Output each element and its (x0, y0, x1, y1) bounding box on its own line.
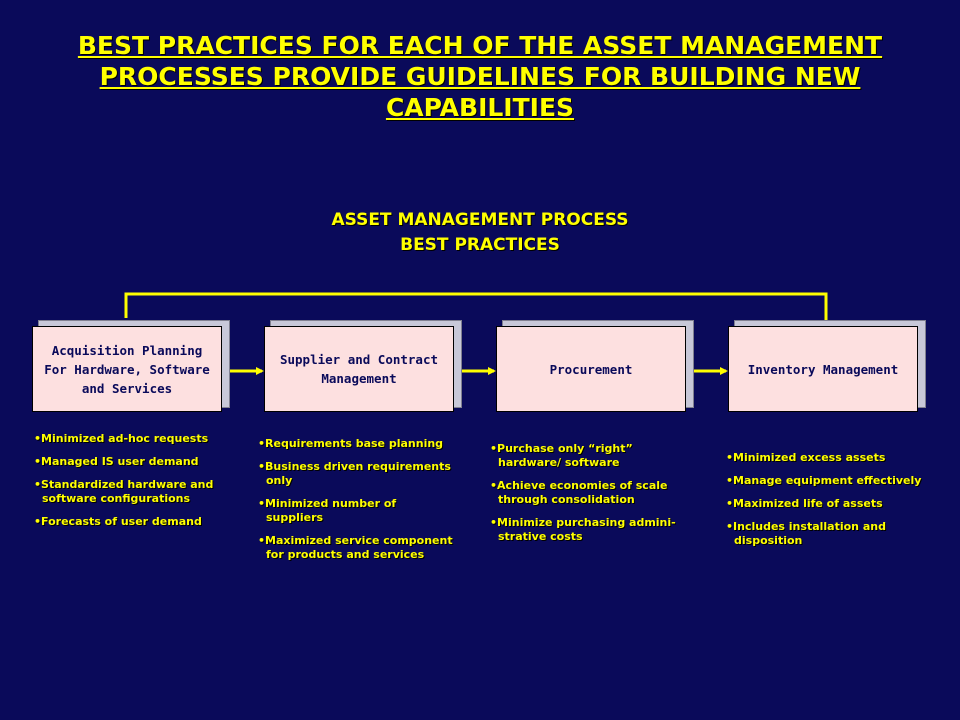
process-label: Acquisition Planning For Hardware, Software and Services (44, 342, 210, 396)
practice-item: • Achieve economies of scale through consolidation (488, 479, 688, 507)
practice-list-acquisition-planning (32, 432, 232, 538)
practice-item: • Minimize purchasing admini- strative costs (488, 516, 688, 544)
process-label: Inventory Management (747, 361, 899, 377)
practice-item: • Business driven requirements only (256, 460, 456, 488)
process-box-supplier-contract (264, 326, 454, 412)
diagram-title-line-2: BEST PRACTICES (400, 235, 560, 255)
practice-item: • Maximized service component for products and services (256, 534, 456, 562)
practice-item: • Minimized excess assets (724, 451, 934, 465)
practice-item: • Includes installation and disposition (724, 520, 934, 548)
practice-item: • Requirements base planning (256, 437, 456, 451)
practice-item: • Standardized hardware and software configurations (32, 478, 232, 506)
diagram-title-line-1: ASSET MANAGEMENT PROCESS (331, 210, 629, 230)
process-box-inventory (728, 326, 918, 412)
process-box-acquisition-planning (32, 326, 222, 412)
process-label: Supplier and Contract Management (279, 352, 439, 386)
process-box-procurement (496, 326, 686, 412)
practice-item: • Maximized life of assets (724, 497, 934, 511)
practice-item: • Manage equipment effectively (724, 474, 934, 488)
practice-item: • Minimized ad-hoc requests (32, 432, 232, 446)
practice-item: • Minimized number of suppliers (256, 497, 456, 525)
page-title: BEST PRACTICES FOR EACH OF THE ASSET MANAGEMENT PROCESSES PROVIDE GUIDELINES FOR BUILDING NEW CAPABILITIES (77, 31, 883, 122)
feedback-loop-line (126, 294, 826, 324)
practice-item: • Purchase only “right” hardware/ software (488, 442, 688, 470)
practice-item: • Managed IS user demand (32, 455, 232, 469)
practice-item: • Forecasts of user demand (32, 515, 232, 529)
practice-list-procurement (488, 442, 688, 553)
practice-list-supplier-contract (256, 437, 456, 571)
practice-list-inventory (724, 451, 934, 557)
process-label: Procurement (549, 361, 633, 377)
